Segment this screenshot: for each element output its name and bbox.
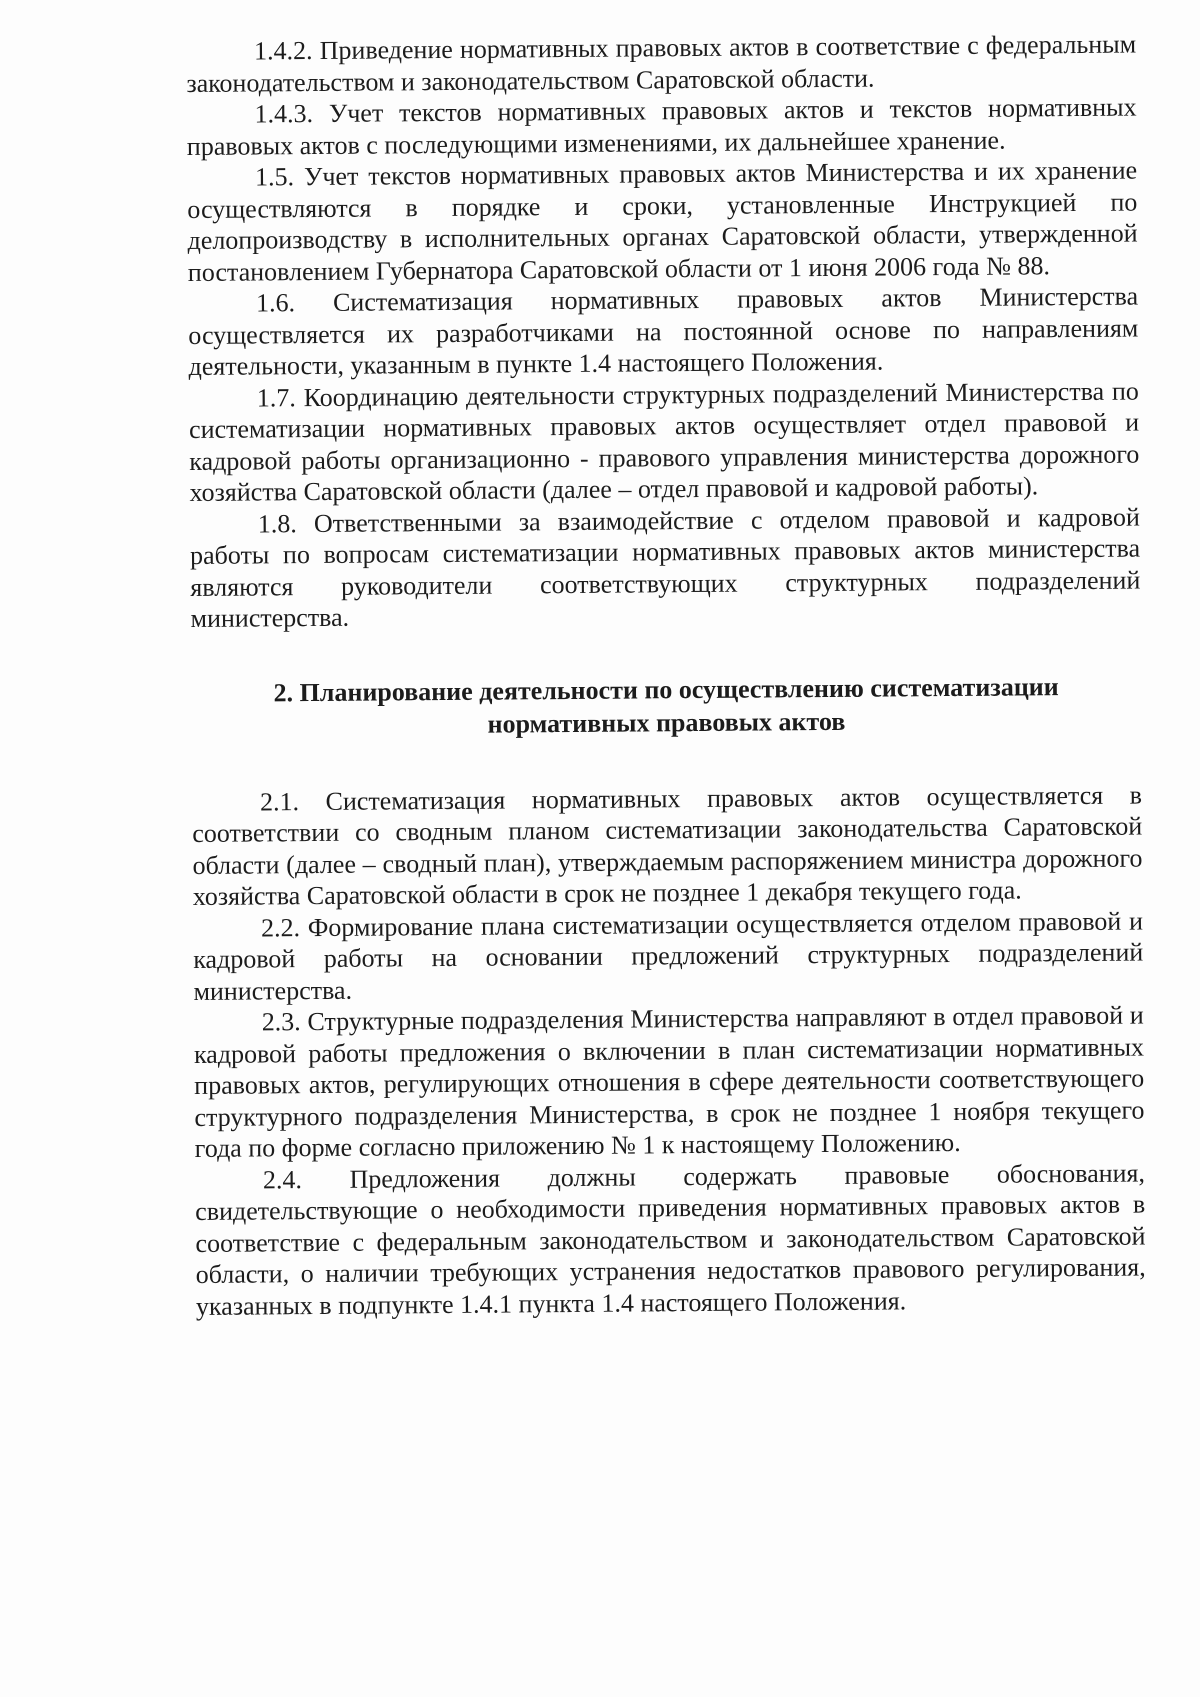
paragraph-2-2: 2.2. Формирование плана систематизации осуществляется отделом правовой и кадровой работы на основании предложений структурных подразделений министерства.: [193, 906, 1144, 1006]
section-1-continuation: [186, 29, 1141, 635]
paragraph-1-8: 1.8. Ответственными за взаимодействие с отделом правовой и кадровой работы по вопросам систематизации нормативных правовых актов министерства являются руководители соответствующих структурных подразделений министерства.: [189, 502, 1141, 633]
paragraph-1-5: 1.5. Учет текстов нормативных правовых актов Министерства и их хранение осуществляются в порядке и сроки, установленные Инструкцией по делопроизводству в исполнительных органах Саратовской области, утвержденной постановлением Губернатора Саратовской области от 1 июня 2006 года № 88.: [187, 155, 1138, 287]
paragraph-2-4: 2.4. Предложения должны содержать правовые обоснования, свидетельствующие о необходимости приведения нормативных правовых актов в соответствие с федеральным законодательством и законодательством Саратовской области, о наличии требующих устранения недостатков правового регулирования, указанных в подпункте 1.4.1 пункта 1.4 настоящего Положения.: [195, 1158, 1146, 1321]
section-2-heading: [191, 669, 1141, 742]
paragraph-2-1: 2.1. Систематизация нормативных правовых актов осуществляется в соответствии со сводным планом систематизации законодательства Саратовской области (далее – сводный план), утверждаемым распоряжением министра дорожного хозяйства Саратовской области в срок не позднее 1 декабря текущего года.: [192, 780, 1143, 911]
paragraph-1-4-3: 1.4.3. Учет текстов нормативных правовых актов и текстов нормативных правовых актов с последующими изменениями, их дальнейшее хранение.: [186, 92, 1137, 161]
section-2-body: [192, 779, 1146, 1322]
document-body: [186, 29, 1146, 1322]
paragraph-1-7: 1.7. Координацию деятельности структурных подразделений Министерства по систематизации нормативных правовых актов осуществляет отдел правовой и кадровой работы организационно - правового управления министерства дорожного хозяйства Саратовской области (далее – отдел правовой и кадровой работы).: [188, 376, 1140, 507]
paragraph-1-4-2: 1.4.2. Приведение нормативных правовых актов в соответствие с федеральным законодательством и законодательством Саратовской области.: [186, 29, 1137, 98]
section-2-heading-line-2: нормативных правовых актов: [487, 706, 846, 739]
paragraph-2-3: 2.3. Структурные подразделения Министерства направляют в отдел правовой и кадровой работы предложения о включении в план систематизации нормативных правовых актов, регулирующих отношения в сфере деятельности соответствующего структурного подразделения Министерства, в срок не позднее 1 ноября текущего года по форме согласно приложению № 1 к настоящему Положению.: [193, 1000, 1145, 1163]
paragraph-1-6: 1.6. Систематизация нормативных правовых актов Министерства осуществляется их разработчиками на постоянной основе по направлениям деятельности, указанным в пункте 1.4 настоящего Положения.: [188, 281, 1139, 381]
section-2-heading-line-1: 2. Планирование деятельности по осуществлению систематизации: [273, 671, 1059, 707]
